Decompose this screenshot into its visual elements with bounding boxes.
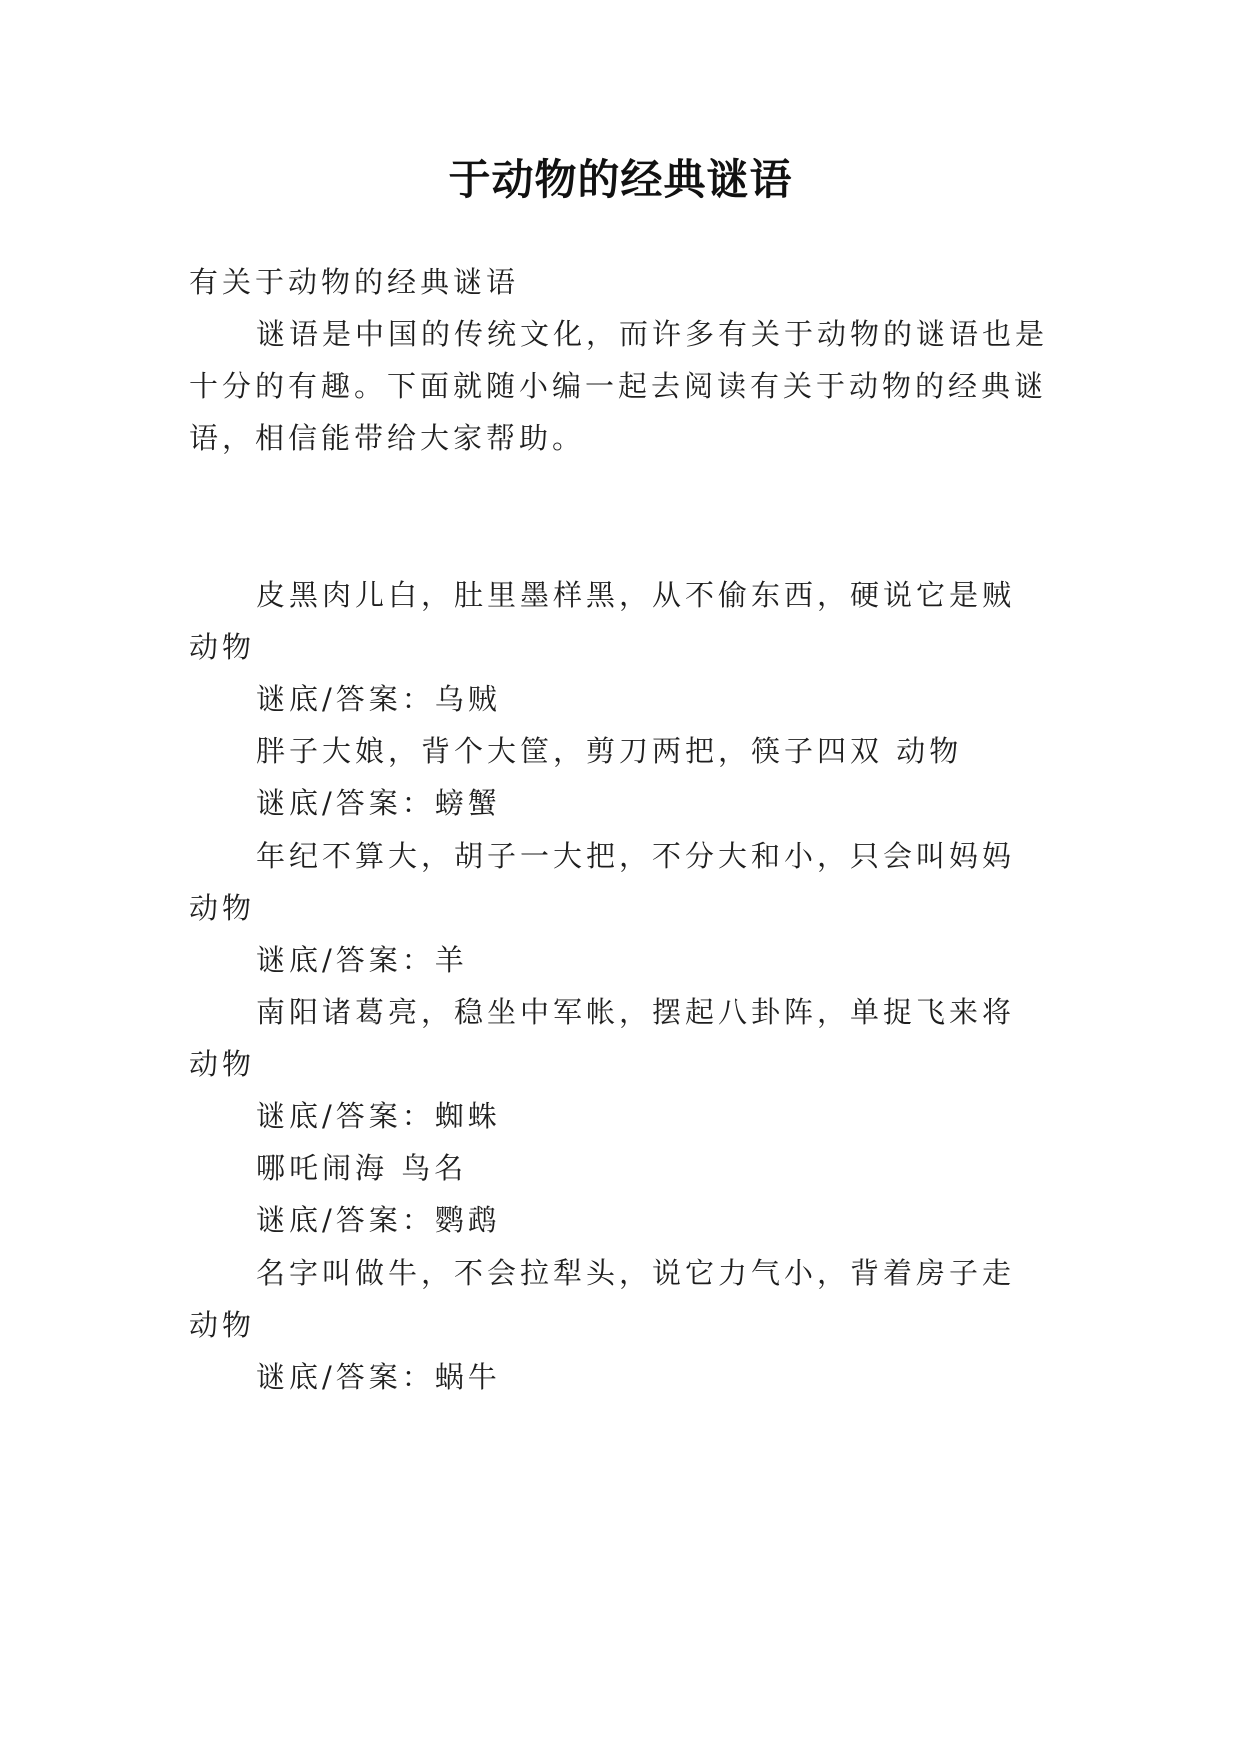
riddle-category: 动物 <box>189 1308 256 1342</box>
riddle-category: 动物 <box>189 1047 256 1081</box>
riddle-category: 动物 <box>189 891 256 925</box>
document-subtitle: 有关于动物的经典谜语 <box>189 265 520 299</box>
riddle-category: 动物 <box>189 630 256 664</box>
riddle-answer: 谜底/答案：羊 <box>256 943 468 977</box>
riddle-question: 皮黑肉儿白，肚里墨样黑，从不偷东西，硬说它是贼 <box>256 578 1016 612</box>
riddle-question: 哪吒闹海 鸟名 <box>256 1151 468 1185</box>
intro-line: 语，相信能带给大家帮助。 <box>189 421 586 455</box>
riddle-answer: 谜底/答案：乌贼 <box>256 682 501 716</box>
riddle-answer: 谜底/答案：螃蟹 <box>256 786 501 820</box>
riddle-question: 年纪不算大，胡子一大把，不分大和小，只会叫妈妈 <box>256 839 1016 873</box>
riddle-question: 名字叫做牛，不会拉犁头，说它力气小，背着房子走 <box>256 1256 1016 1290</box>
riddle-question: 胖子大娘，背个大筐，剪刀两把，筷子四双 动物 <box>256 734 963 768</box>
riddle-answer: 谜底/答案：蜗牛 <box>256 1360 501 1394</box>
riddle-answer: 谜底/答案：蜘蛛 <box>256 1099 501 1133</box>
intro-line: 谜语是中国的传统文化，而许多有关于动物的谜语也是 <box>256 317 1049 351</box>
document-title: 于动物的经典谜语 <box>448 155 793 204</box>
riddle-answer: 谜底/答案：鹦鹉 <box>256 1203 501 1237</box>
riddle-question: 南阳诸葛亮，稳坐中军帐，摆起八卦阵，单捉飞来将 <box>256 995 1016 1029</box>
intro-line: 十分的有趣。下面就随小编一起去阅读有关于动物的经典谜 <box>189 369 1048 403</box>
